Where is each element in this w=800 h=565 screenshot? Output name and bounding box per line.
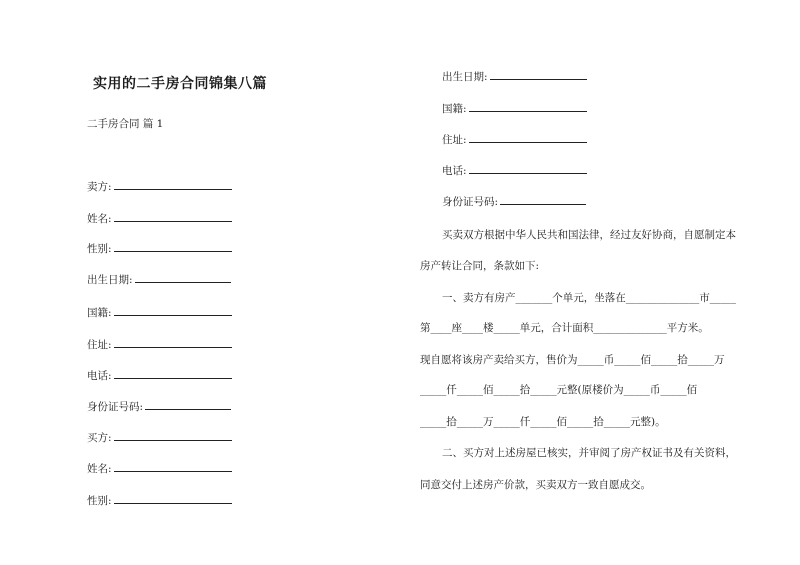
blank-line[interactable]	[469, 162, 587, 174]
seller-phone-field	[87, 367, 232, 383]
buyer-phone-field	[442, 162, 587, 178]
blank-line[interactable]	[490, 68, 587, 80]
blank-line[interactable]	[114, 210, 232, 222]
contract-paragraph: _____拾_____万_____仟_____佰_____拾_____元整)。	[420, 416, 666, 428]
blank-line[interactable]	[114, 367, 232, 379]
seller-gender-field	[87, 240, 232, 256]
field-label: 住址:	[87, 339, 112, 351]
document-title: 实用的二手房合同锦集八篇	[93, 76, 267, 92]
contract-paragraph: _____仟_____佰_____拾_____元整(原楼价为_____币_____佰	[420, 384, 698, 396]
seller-nationality-field	[87, 304, 232, 320]
field-label: 出生日期:	[87, 274, 133, 286]
buyer-name-field	[87, 460, 232, 476]
field-label: 性别:	[87, 243, 112, 255]
seller-name-field	[87, 210, 232, 226]
blank-line[interactable]	[469, 100, 587, 112]
buyer-gender-field	[87, 492, 232, 508]
buyer-address-field	[442, 131, 587, 147]
blank-line[interactable]	[114, 304, 232, 316]
field-label: 电话:	[87, 370, 112, 382]
field-label: 国籍:	[87, 307, 112, 319]
blank-line[interactable]	[500, 193, 586, 205]
blank-line[interactable]	[145, 398, 231, 410]
field-label: 买方:	[87, 432, 112, 444]
seller-address-field	[87, 336, 232, 352]
field-label: 身份证号码:	[442, 196, 499, 208]
field-label: 姓名:	[87, 463, 112, 475]
field-label: 姓名:	[87, 213, 112, 225]
seller-field	[87, 178, 232, 194]
contract-paragraph: 第____座____楼_____单元，合计面积______________平方米。	[420, 322, 709, 334]
field-label: 卖方:	[87, 181, 112, 193]
field-label: 住址:	[442, 134, 467, 146]
seller-id-field	[87, 398, 231, 414]
blank-line[interactable]	[114, 336, 232, 348]
field-label: 电话:	[442, 165, 467, 177]
blank-line[interactable]	[135, 271, 231, 283]
contract-paragraph: 现自愿将该房产卖给买方，售价为_____币_____佰_____拾_____万	[420, 354, 725, 366]
buyer-birthdate-field	[442, 68, 587, 84]
contract-subtitle: 二手房合同 篇 1	[87, 118, 164, 130]
contract-paragraph: 二、买方对上述房屋已核实，并审阅了房产权证书及有关资料，	[442, 447, 736, 459]
seller-birthdate-field	[87, 271, 231, 287]
blank-line[interactable]	[114, 492, 232, 504]
field-label: 国籍:	[442, 103, 467, 115]
blank-line[interactable]	[114, 178, 232, 190]
blank-line[interactable]	[469, 131, 587, 143]
field-label: 性别:	[87, 495, 112, 507]
contract-paragraph: 一、卖方有房产_______个单元，坐落在______________市_____	[442, 292, 736, 304]
contract-paragraph: 房产转让合同，条款如下:	[420, 260, 540, 272]
buyer-nationality-field	[442, 100, 587, 116]
contract-paragraph: 买卖双方根据中华人民共和国法律，经过友好协商，自愿制定本	[442, 229, 736, 241]
contract-paragraph: 同意交付上述房产价款，买卖双方一致自愿成交。	[420, 479, 651, 491]
field-label: 身份证号码:	[87, 401, 144, 413]
buyer-field	[87, 429, 232, 445]
blank-line[interactable]	[114, 240, 232, 252]
buyer-id-field	[442, 193, 586, 209]
field-label: 出生日期:	[442, 71, 488, 83]
blank-line[interactable]	[114, 429, 232, 441]
blank-line[interactable]	[114, 460, 232, 472]
